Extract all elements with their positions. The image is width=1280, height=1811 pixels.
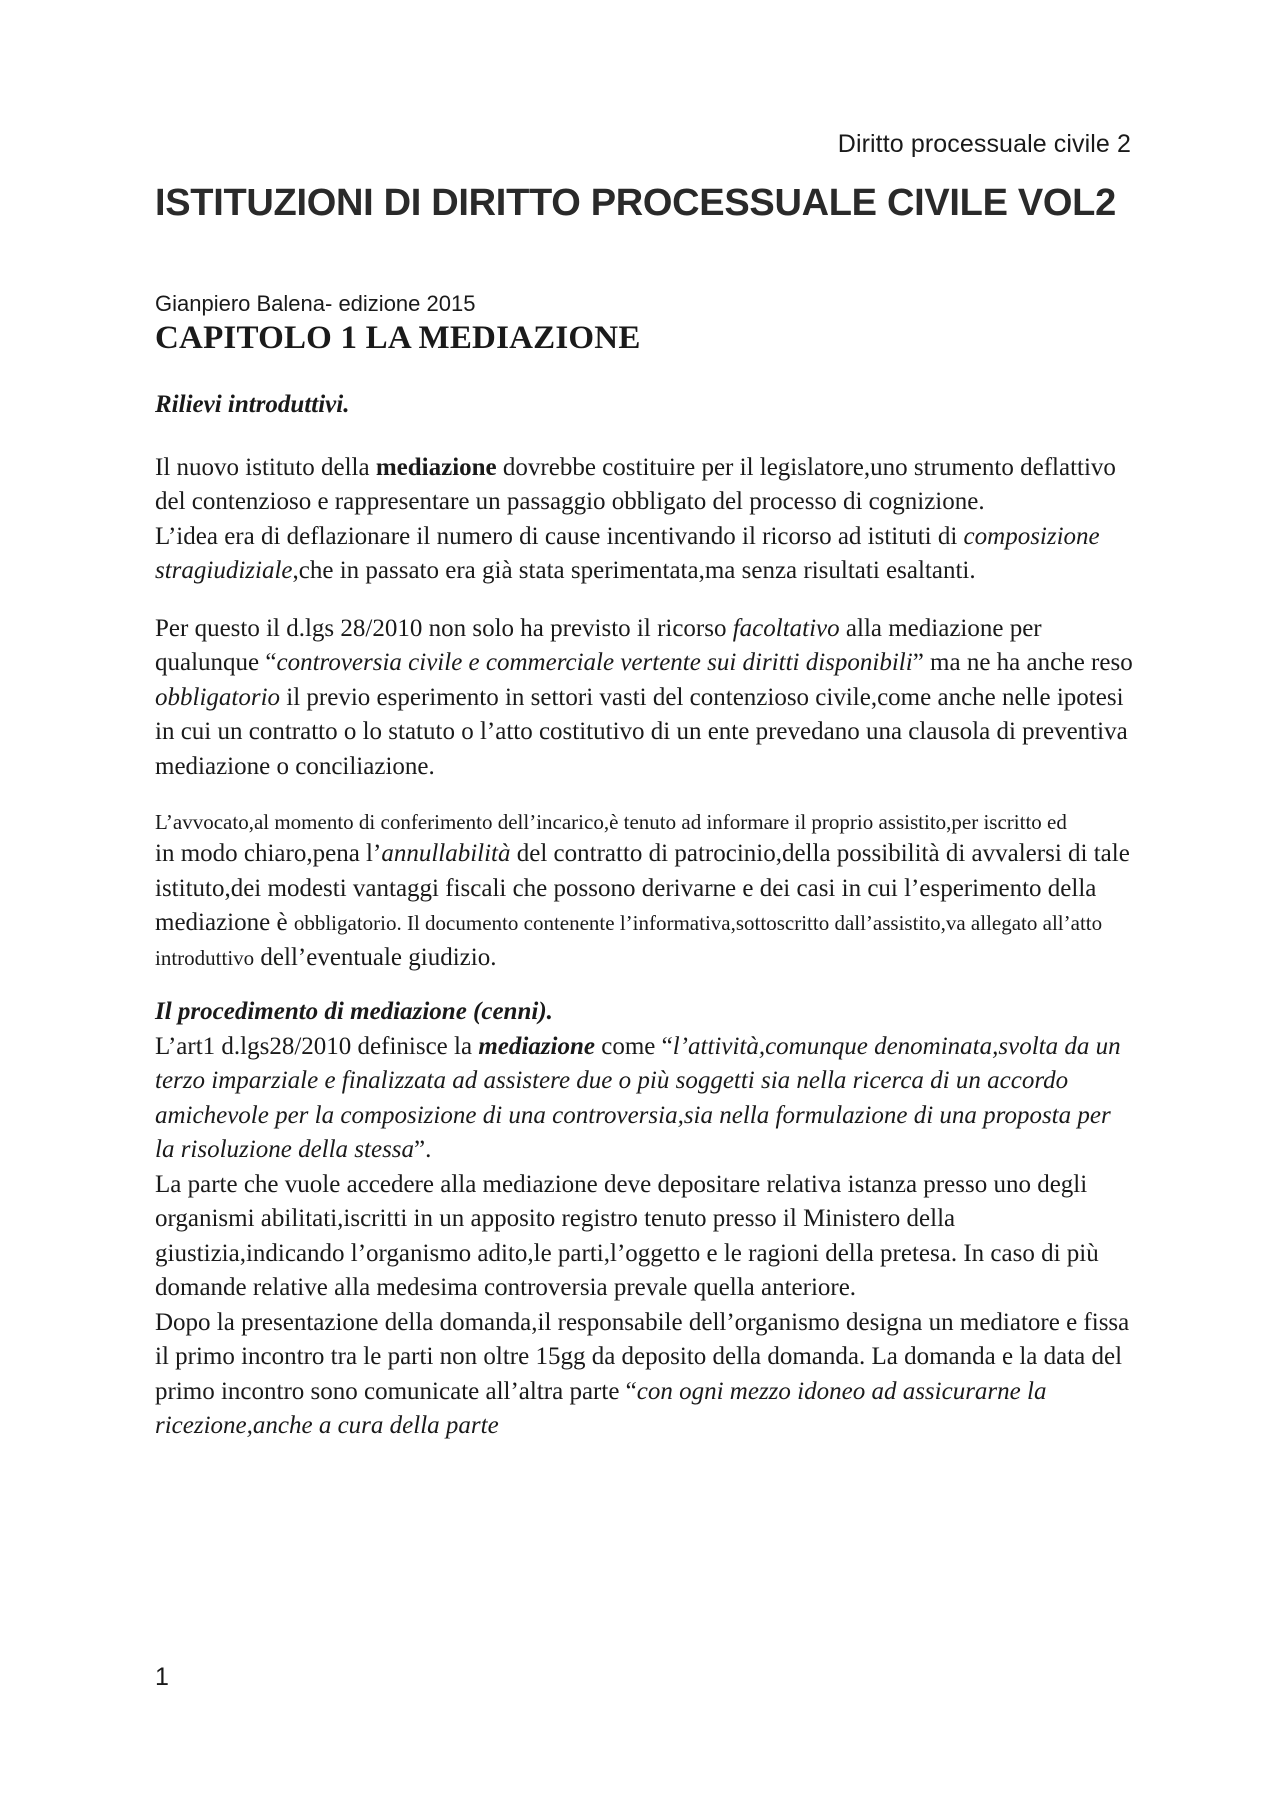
paragraph-1: Il nuovo istituto della mediazione dovrebbe costituire per il legislatore,uno strumento deflattivo del contenzioso e rappresentare un passaggio obbligato del processo di cognizione.: [155, 453, 1116, 515]
term-mediazione: mediazione: [375, 453, 497, 481]
section-heading-rilievi: Rilievi introduttivi.: [155, 391, 350, 418]
page-number: 1: [155, 1663, 169, 1691]
paragraph-8: Dopo la presentazione della domanda,il responsabile dell’organismo designa un mediatore e fissa il primo incontro tra le parti non oltre 15gg da deposito della domanda. La domanda e la data del primo incontro sono comunicate all’altra parte “con ogni mezzo idoneo ad assicurarne la ricezione,anche a cura della parte: [155, 1308, 1130, 1439]
section-heading-procedimento: Il procedimento di mediazione (cenni).: [155, 998, 553, 1025]
running-header: Diritto processuale civile 2: [837, 130, 1131, 158]
body-text: [155, 388, 1135, 1444]
paragraph-2: L’idea era di deflazionare il numero di cause incentivando il ricorso ad istituti di composizione stragiudiziale,che in passato era già stata sperimentata,ma senza risultati esaltanti.: [155, 522, 1100, 584]
paragraph-4: L’avvocato,al momento di conferimento dell’incarico,è tenuto ad informare il proprio assistito,per iscritto ed: [155, 810, 1067, 834]
author-line: Gianpiero Balena- edizione 2015: [155, 291, 476, 316]
paragraph-5: in modo chiaro,pena l’annullabilità del contratto di patrocinio,della possibilità di avvalersi di tale istituto,dei modesti vantaggi fiscali che possono derivarne e dei casi in cui l’esperimento della mediazione è obbligatorio. Il documento contenente l’informativa,sottoscritto dall’assistito,va allegato all’atto introduttivo dell’eventuale giudizio.: [155, 840, 1130, 971]
paragraph-7: La parte che vuole accedere alla mediazione deve depositare relativa istanza presso uno degli organismi abilitati,iscritti in un apposito registro tenuto presso il Ministero della giustizia,indicando l’organismo adito,le parti,l’oggetto e le ragioni della pretesa. In caso di più domande relative alla medesima controversia prevale quella anteriore.: [155, 1170, 1099, 1301]
paragraph-6: L’art1 d.lgs28/2010 definisce la mediazione come “l’attività,comunque denominata,svolta da un terzo imparziale e finalizzata ad assistere due o più soggetti sia nella ricerca di un accordo amichevole per la composizione di una controversia,sia nella formulazione di una proposta per la risoluzione della stessa”.: [155, 1032, 1121, 1163]
chapter-title: CAPITOLO 1 LA MEDIAZIONE: [155, 320, 641, 356]
paragraph-3: Per questo il d.lgs 28/2010 non solo ha previsto il ricorso facoltativo alla mediazione per qualunque “controversia civile e commerciale vertente sui diritti disponibili” ma ne ha anche reso obbligatorio il previo esperimento in settori vasti del contenzioso civile,come anche nelle ipotesi in cui un contratto o lo statuto o l’atto costitutivo di un ente prevedano una clausola di preventiva mediazione o conciliazione.: [155, 614, 1133, 780]
book-title: ISTITUZIONI DI DIRITTO PROCESSUALE CIVILE VOL2: [155, 182, 1116, 224]
